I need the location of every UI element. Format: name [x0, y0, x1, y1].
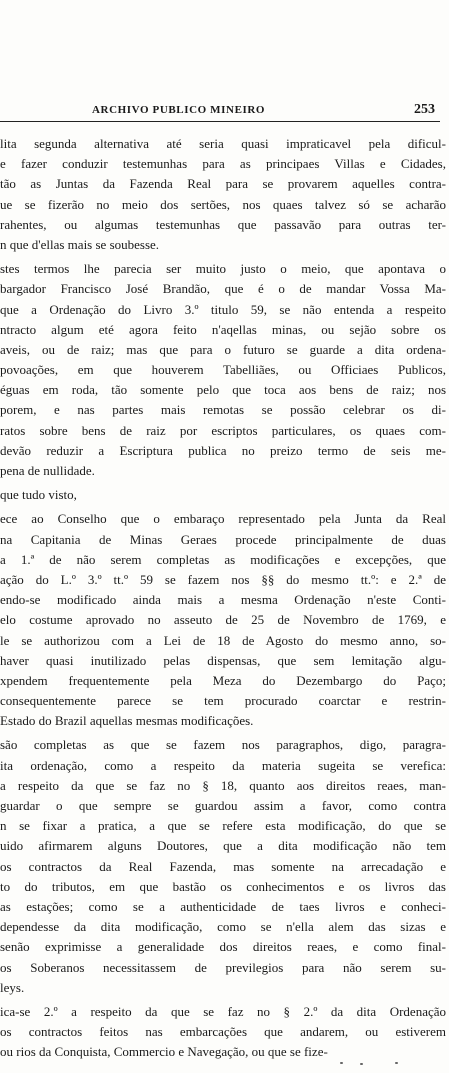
- text-line: senão exprimisse a generalidade dos direitos reaes, e como final-: [0, 939, 446, 955]
- print-speck: [395, 1062, 398, 1064]
- text-line: éguas em roda, tão somente pelo que toca aos bens de raiz; nos: [0, 382, 446, 398]
- text-line: Estado do Brazil aquellas mesmas modificações.: [0, 713, 254, 729]
- text-line: bargador Francisco José Brandão, que é o de mandar Vossa Ma-: [0, 281, 446, 297]
- text-line: são completas as que se fazem nos paragraphos, digo, paragra-: [0, 737, 446, 753]
- paragraph: [0, 735, 446, 997]
- text-line: os contractos da Real Fazenda, mas somente na arrecadação e: [0, 858, 446, 874]
- text-line: a respeito da que se faz no § 18, quanto aos direitos reaes, man-: [0, 777, 446, 793]
- text-line: ica-se 2.º a respeito da que se faz no § 2.º da dita Ordenação: [0, 1003, 446, 1019]
- print-speck: [340, 1062, 343, 1064]
- text-line: rahentes, ou algumas testemunhas que passavão para outras ter-: [0, 216, 446, 232]
- text-line: devão reduzir a Escriptura publica no preizo termo de seis me-: [0, 442, 446, 458]
- text-line: na Capitania de Minas Geraes procede principalmente de duas: [0, 531, 446, 547]
- text-line: xpendem frequentemente pela Meza do Dezembargo do Paço;: [0, 672, 446, 688]
- text-line: endo-se modificado ainda mais a mesma Ordenação n'este Conti-: [0, 592, 446, 608]
- text-line: as estações; como se a authenticidade de taes livros e conheci-: [0, 898, 446, 914]
- page-number: 253: [414, 102, 435, 117]
- text-line: ita ordenação, como a respeito da materia sugeita se verefica:: [0, 757, 446, 773]
- text-line: porem, e nas partes mais remotas se possão celebrar os di-: [0, 402, 446, 418]
- paragraph: [0, 509, 446, 731]
- text-line: elo costume aprovado no asseuto de 25 de Novembro de 1769, e: [0, 612, 446, 628]
- print-speck: [360, 1063, 363, 1065]
- text-line: os contractos feitos nas embarcações que andarem, ou estiverem: [0, 1024, 446, 1040]
- page-header: [0, 104, 449, 122]
- text-line: ação do L.º 3.º tt.º 59 se fazem nos §§ do mesmo tt.º: e 2.ª de: [0, 571, 446, 587]
- text-line: leys.: [0, 979, 25, 995]
- text-line: dependesse da dita modificação, como se n'ella alem das sizas e: [0, 919, 446, 935]
- text-line: le se authorizou com a Lei de 18 de Agosto do mesmo anno, so-: [0, 632, 446, 648]
- text-line: guardar o que sempre se guardou assim a favor, como contra: [0, 798, 446, 813]
- header-rule: [0, 121, 440, 122]
- paragraph: [0, 485, 446, 505]
- text-line: ue se fizerão no meio dos sertões, nos quaes talvez só se acharão: [0, 196, 446, 212]
- text-line: uido afirmarem alguns Doutores, que a dita modificação não tem: [0, 838, 446, 854]
- text-line: e fazer conduzir testemunhas para as principaes Villas e Cidades,: [0, 156, 446, 172]
- text-line: stes termos lhe parecia ser muito justo o meio, que apontava o: [0, 261, 446, 277]
- paragraph: [0, 1002, 446, 1063]
- text-line: ntracto algum eté agora feito n'aqellas minas, ou sejão sobre os: [0, 321, 446, 337]
- text-line: ou rios da Conquista, Commercio e Navegação, ou que se fize-: [0, 1044, 328, 1060]
- paragraph: [0, 259, 446, 481]
- text-line: tão as Juntas da Fazenda Real para se provarem aquelles contra-: [0, 176, 446, 192]
- text-line: ratos sobre bens de raiz por escriptos particulares, os quaes com-: [0, 422, 446, 438]
- text-line: consequentemente parece se tem procurado coarctar e restrin-: [0, 693, 446, 709]
- body-text: [0, 134, 446, 1062]
- text-line: que tudo visto,: [0, 487, 77, 503]
- text-line: aveis, ou de raiz; mas que para o futuro se guarde a dita ordena-: [0, 341, 446, 357]
- paragraph: [0, 134, 446, 255]
- text-line: to do tributos, em que bastão os conhecimentos e os livros das: [0, 878, 446, 894]
- text-line: pena de nullidade.: [0, 463, 95, 478]
- text-line: que a Ordenação do Livro 3.º titulo 59, se não entenda a respeito: [0, 301, 446, 317]
- text-line: n que d'ellas mais se soubesse.: [0, 236, 160, 252]
- text-line: povoações, em que houverem Tabelliães, ou Officiaes Publicos,: [0, 362, 446, 378]
- text-line: os Soberanos necessitassem de previlegios para não serem su-: [0, 959, 446, 975]
- text-line: n se fixar a pratica, a que se refere esta modificação, do que se: [0, 818, 446, 834]
- running-head: ARCHIVO PUBLICO MINEIRO: [92, 104, 266, 116]
- text-line: ece ao Conselho que o embaraço representado pela Junta da Real: [0, 511, 446, 527]
- text-line: haver quasi inutilizado pelas dispensas, que sem lemitação algu-: [0, 652, 446, 668]
- text-line: lita segunda alternativa até seria quasi impraticavel pela dificul-: [0, 136, 446, 151]
- text-line: a 1.ª de não serem completas as modificações e excepções, que: [0, 551, 446, 567]
